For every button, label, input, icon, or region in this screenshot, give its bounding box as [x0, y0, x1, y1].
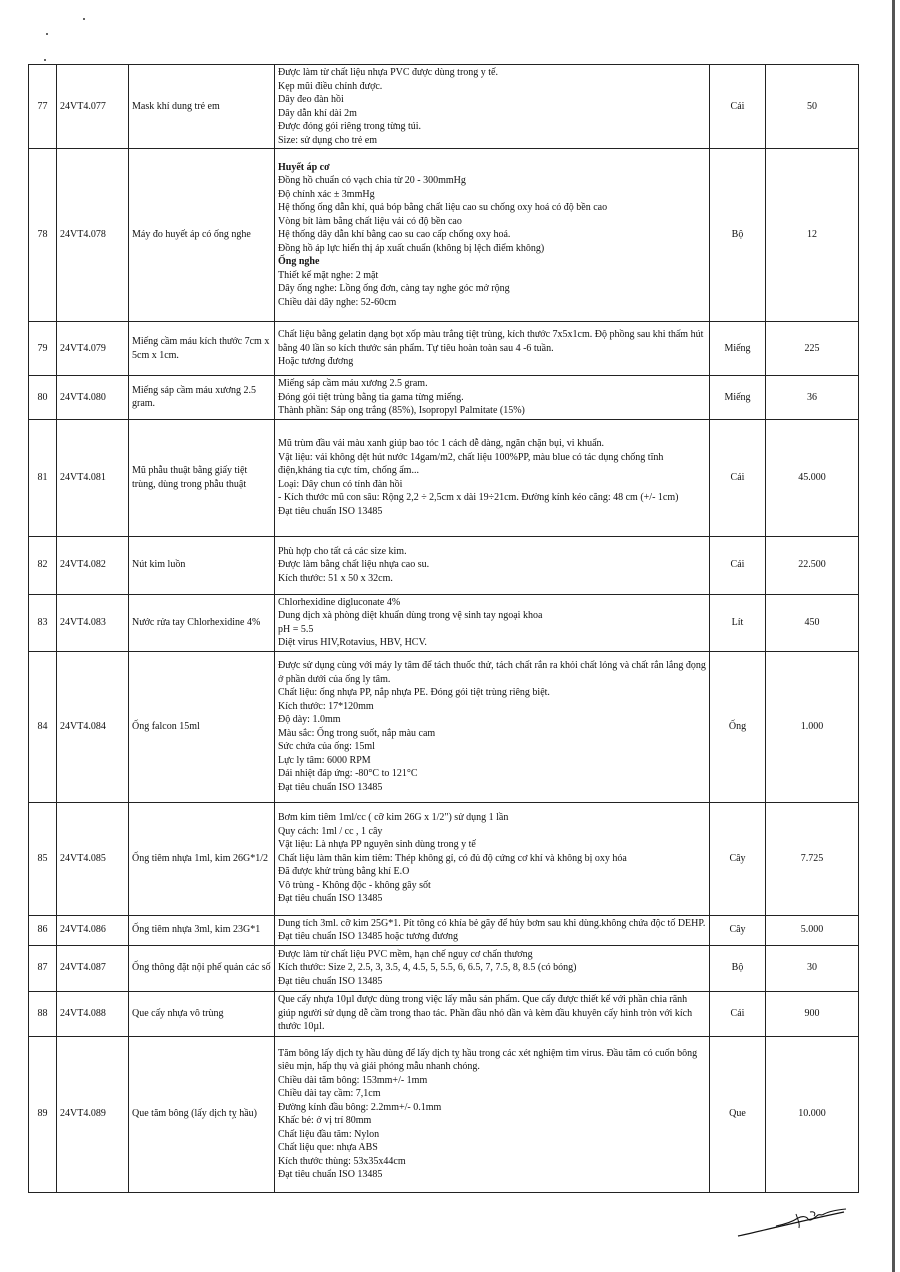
item-unit: Cái	[710, 65, 766, 149]
item-quantity: 900	[766, 991, 859, 1036]
item-code: 24VT4.078	[57, 149, 129, 322]
table-row	[29, 419, 859, 536]
item-specification	[275, 1036, 710, 1192]
spec-line: Kích thước: 17*120mm	[278, 700, 374, 712]
item-specification	[275, 802, 710, 915]
item-quantity: 7.725	[766, 802, 859, 915]
spec-line: Kích thước: 51 x 50 x 32cm.	[278, 572, 393, 584]
spec-line: pH = 5.5	[278, 623, 314, 635]
spec-line: Đạt tiêu chuẩn ISO 13485	[278, 781, 383, 793]
spec-line: Dải nhiệt đáp ứng: -80°C to 121°C	[278, 768, 418, 779]
item-quantity: 225	[766, 322, 859, 376]
table-row	[29, 945, 859, 991]
table-row	[29, 802, 859, 915]
table-body	[29, 65, 859, 1193]
spec-line: Đường kính đầu bông: 2.2mm+/- 0.1mm	[278, 1101, 442, 1113]
table-row	[29, 1036, 859, 1192]
item-code: 24VT4.079	[57, 322, 129, 376]
item-code: 24VT4.089	[57, 1036, 129, 1192]
spec-line: Sức chứa của ống: 15ml	[278, 741, 375, 752]
spec-line: Đạt tiêu chuẩn ISO 13485	[278, 505, 383, 517]
item-unit: Cây	[710, 915, 766, 945]
row-number: 84	[29, 651, 57, 802]
item-specification-table	[28, 64, 859, 1193]
item-quantity: 50	[766, 65, 859, 149]
item-quantity: 5.000	[766, 915, 859, 945]
spec-line: Vòng bít làm bằng chất liệu vải có độ bền cao	[278, 215, 462, 227]
scan-speck	[83, 18, 85, 20]
spec-line: Size: sử dụng cho trẻ em	[278, 134, 378, 146]
spec-line: Chiều dài tăm bông: 153mm+/- 1mm	[278, 1074, 428, 1086]
item-name: Ống tiêm nhựa 1ml, kim 26G*1/2	[129, 802, 275, 915]
spec-line: Thành phần: Sáp ong trắng (85%), Isopropyl Palmitate (15%)	[278, 405, 525, 416]
item-name: Mũ phẫu thuật bằng giấy tiệt trùng, dùng trong phẫu thuật	[129, 419, 275, 536]
spec-line: Đồng hồ chuẩn có vạch chia từ 20 - 300mmHg	[278, 175, 466, 187]
item-unit: Ống	[710, 651, 766, 802]
spec-line: Dung tích 3ml. cỡ kim 25G*1. Pít tông có khía bẻ gãy để hủy bơm sau khi dùng.không chứa độc tố DEHP. Đạt tiêu chuẩn ISO 13485 hoặc tương đương	[278, 917, 706, 942]
spec-line: Khấc bẻ: ở vị trí 80mm	[278, 1115, 372, 1126]
spec-line: Vật liệu: Là nhựa PP nguyên sinh dùng trong y tế	[278, 839, 476, 851]
spec-line: Chất liệu: ống nhựa PP, nắp nhựa PE. Đóng gói tiệt trùng riêng biệt.	[278, 687, 550, 698]
spec-line: Hệ thống dây dẫn khí bằng cao su cao cấp chống oxy hoá.	[278, 229, 511, 241]
table-row	[29, 322, 859, 376]
item-code: 24VT4.088	[57, 991, 129, 1036]
table-row	[29, 915, 859, 945]
item-specification	[275, 65, 710, 149]
item-name: Máy đo huyết áp có ống nghe	[129, 149, 275, 322]
table-row	[29, 536, 859, 594]
spec-line: Độ chính xác ± 3mmHg	[278, 188, 375, 200]
item-unit: Cái	[710, 536, 766, 594]
item-quantity: 10.000	[766, 1036, 859, 1192]
spec-line: Đạt tiêu chuẩn ISO 13485	[278, 975, 383, 987]
item-quantity: 450	[766, 594, 859, 651]
spec-line: Chiều dài tay cầm: 7,1cm	[278, 1088, 381, 1099]
row-number: 80	[29, 376, 57, 420]
item-specification	[275, 376, 710, 420]
spec-line: Kích thước: Size 2, 2.5, 3, 3.5, 4, 4.5, 5, 5.5, 6, 6.5, 7, 7.5, 8, 8.5 (có bóng)	[278, 962, 577, 974]
item-specification	[275, 419, 710, 536]
spec-line: Lực ly tâm: 6000 RPM	[278, 754, 371, 766]
item-name: Miếng sáp cầm máu xương 2.5 gram.	[129, 376, 275, 420]
spec-line: Diệt virus HIV,Rotavius, HBV, HCV.	[278, 637, 427, 648]
spec-line: Dây ống nghe: Lồng ống đơn, càng tay nghe góc mở rộng	[278, 283, 510, 295]
item-code: 24VT4.083	[57, 594, 129, 651]
row-number: 79	[29, 322, 57, 376]
spec-line: Chất liệu đầu tăm: Nylon	[278, 1128, 380, 1140]
handwritten-signature	[736, 1204, 848, 1240]
spec-line: Quy cách: 1ml / cc , 1 cây	[278, 825, 383, 837]
spec-line: Được làm từ chất liệu nhựa PVC được dùng trong y tế.	[278, 67, 498, 78]
spec-line: Được sử dụng cùng với máy ly tâm để tách thuốc thử, tách chất rắn ra khỏi chất lỏng và chất rắn lắng đọng ở phần dưới của ống ly tâm.	[278, 660, 706, 685]
table-row	[29, 594, 859, 651]
item-unit: Lít	[710, 594, 766, 651]
item-specification	[275, 149, 710, 322]
item-name: Miếng cầm máu kích thước 7cm x 5cm x 1cm.	[129, 322, 275, 376]
item-quantity: 36	[766, 376, 859, 420]
row-number: 81	[29, 419, 57, 536]
item-name: Ống thông đặt nội phế quản các số	[129, 945, 275, 991]
spec-line: Đạt tiêu chuẩn ISO 13485	[278, 1169, 383, 1180]
spec-line: Chất liệu que: nhựa ABS	[278, 1142, 378, 1153]
row-number: 85	[29, 802, 57, 915]
spec-line: Chất liệu làm thân kim tiêm: Thép không gỉ, có đủ độ cứng cơ khí và không bị oxy hóa	[278, 852, 627, 864]
spec-line: Que cấy nhựa 10µl được dùng trong việc lấy mẫu sản phẩm. Que cấy được thiết kế với phần chia rãnh giúp người sử dụng dễ cầm trong thao tác. Phần đầu nhỏ dần và kèm đầu khuyên cấy hình tròn với kích thước 10µl.	[278, 994, 693, 1033]
item-code: 24VT4.086	[57, 915, 129, 945]
item-specification	[275, 594, 710, 651]
item-code: 24VT4.087	[57, 945, 129, 991]
spec-line: Loại: Dây chun có tính đàn hồi	[278, 478, 403, 490]
spec-line: Đã được khử trùng bằng khí E.O	[278, 866, 410, 878]
spec-line: Độ dày: 1.0mm	[278, 714, 341, 725]
spec-line: Ống nghe	[278, 256, 320, 268]
item-specification	[275, 536, 710, 594]
item-name: Ống tiêm nhựa 3ml, kim 23G*1	[129, 915, 275, 945]
spec-line: Miếng sáp cầm máu xương 2.5 gram.	[278, 378, 428, 389]
spec-line: Hệ thống ống dẫn khí, quả bóp bằng chất liệu cao su chống oxy hoá có độ bền cao	[278, 202, 608, 214]
item-unit: Bộ	[710, 149, 766, 322]
row-number: 89	[29, 1036, 57, 1192]
spec-line: Đóng gói tiệt trùng bằng tia gama từng miếng.	[278, 391, 464, 403]
item-quantity: 45.000	[766, 419, 859, 536]
table-row	[29, 651, 859, 802]
spec-line: Vật liệu: vải không dệt hút nước 14gam/m2, chất liệu 100%PP, màu blue có tác dụng chống tĩnh điện,kháng tia cực tím, chống ẩm...	[278, 451, 664, 476]
spec-line: Kích thước thùng: 53x35x44cm	[278, 1155, 406, 1167]
table-row	[29, 149, 859, 322]
spec-line: Kẹp mũi điều chỉnh được.	[278, 80, 383, 92]
row-number: 83	[29, 594, 57, 651]
item-code: 24VT4.081	[57, 419, 129, 536]
item-code: 24VT4.080	[57, 376, 129, 420]
spec-line: Đạt tiêu chuẩn ISO 13485	[278, 893, 383, 905]
row-number: 88	[29, 991, 57, 1036]
item-name: Nút kim luồn	[129, 536, 275, 594]
item-unit: Que	[710, 1036, 766, 1192]
item-unit: Bộ	[710, 945, 766, 991]
item-quantity: 12	[766, 149, 859, 322]
spec-line: Dung dịch xà phòng diệt khuẩn dùng trong vệ sinh tay ngoại khoa	[278, 610, 543, 621]
table-row	[29, 991, 859, 1036]
spec-line: Thiết kế mặt nghe: 2 mặt	[278, 269, 379, 281]
scan-edge-line	[892, 0, 895, 1272]
item-name: Nước rửa tay Chlorhexidine 4%	[129, 594, 275, 651]
spec-line: Được làm bằng chất liệu nhựa cao su.	[278, 559, 430, 571]
spec-line: Được đóng gói riêng trong từng túi.	[278, 121, 422, 132]
spec-line: Vô trùng - Không độc - không gây sốt	[278, 879, 431, 891]
spec-line: Tăm bông lấy dịch tỵ hầu dùng để lấy dịch tỵ hầu trong các xét nghiệm tìm virus. Đầu tăm có cuốn bông siêu mịn, hấp thụ và giải phóng mẫu nhanh chóng.	[278, 1047, 698, 1072]
spec-line: Phù hợp cho tất cả các size kim.	[278, 545, 407, 557]
item-code: 24VT4.077	[57, 65, 129, 149]
item-code: 24VT4.084	[57, 651, 129, 802]
item-quantity: 22.500	[766, 536, 859, 594]
item-quantity: 1.000	[766, 651, 859, 802]
spec-line: Hoặc tương đương	[278, 356, 354, 368]
spec-line: Chlorhexidine digluconate 4%	[278, 596, 401, 608]
item-specification	[275, 945, 710, 991]
spec-line: Màu sắc: Ống trong suốt, nắp màu cam	[278, 727, 436, 739]
spec-line: Bơm kim tiêm 1ml/cc ( cỡ kim 26G x 1/2") sử dụng 1 lần	[278, 812, 509, 824]
item-unit: Cây	[710, 802, 766, 915]
spec-line: Mũ trùm đầu vải màu xanh giúp bao tóc 1 cách dễ dàng, ngăn chặn bụi, vi khuẩn.	[278, 438, 605, 449]
item-code: 24VT4.085	[57, 802, 129, 915]
table-row	[29, 65, 859, 149]
spec-line: Đồng hồ áp lực hiển thị áp xuất chuẩn (không bị lệch điểm không)	[278, 242, 545, 254]
item-unit: Cái	[710, 419, 766, 536]
item-name: Que cấy nhựa vô trùng	[129, 991, 275, 1036]
item-quantity: 30	[766, 945, 859, 991]
item-code: 24VT4.082	[57, 536, 129, 594]
item-specification	[275, 322, 710, 376]
item-name: Ống falcon 15ml	[129, 651, 275, 802]
table-row	[29, 376, 859, 420]
row-number: 77	[29, 65, 57, 149]
spec-line: Chất liệu bằng gelatin dạng bọt xốp màu trắng tiệt trùng, kích thước 7x5x1cm. Độ phồng sau khi thấm hút bằng 40 lần so kích thước sản phẩm. Tự tiêu hoàn toàn sau 4 -6 tuần.	[278, 329, 704, 354]
item-specification	[275, 991, 710, 1036]
scan-speck	[44, 59, 46, 61]
spec-line: Được làm từ chất liệu PVC mềm, hạn chế nguy cơ chấn thương	[278, 948, 533, 960]
spec-line: Dây dẫn khí dài 2m	[278, 107, 357, 119]
item-specification	[275, 651, 710, 802]
spec-line: Dây đeo đàn hồi	[278, 94, 344, 105]
item-unit: Miếng	[710, 376, 766, 420]
scan-speck	[46, 33, 48, 35]
row-number: 86	[29, 915, 57, 945]
item-name: Que tăm bông (lấy dịch tỵ hầu)	[129, 1036, 275, 1192]
item-unit: Miếng	[710, 322, 766, 376]
item-specification	[275, 915, 710, 945]
row-number: 82	[29, 536, 57, 594]
row-number: 87	[29, 945, 57, 991]
spec-line: Chiều dài dây nghe: 52-60cm	[278, 296, 397, 308]
item-unit: Cái	[710, 991, 766, 1036]
spec-line: Huyết áp cơ	[278, 161, 330, 173]
spec-line: - Kích thước mũ con sâu: Rộng 2,2 ÷ 2,5cm x dài 19÷21cm. Đường kính kéo căng: 48 cm (+/- 1cm)	[278, 492, 679, 503]
item-name: Mask khí dung trẻ em	[129, 65, 275, 149]
row-number: 78	[29, 149, 57, 322]
